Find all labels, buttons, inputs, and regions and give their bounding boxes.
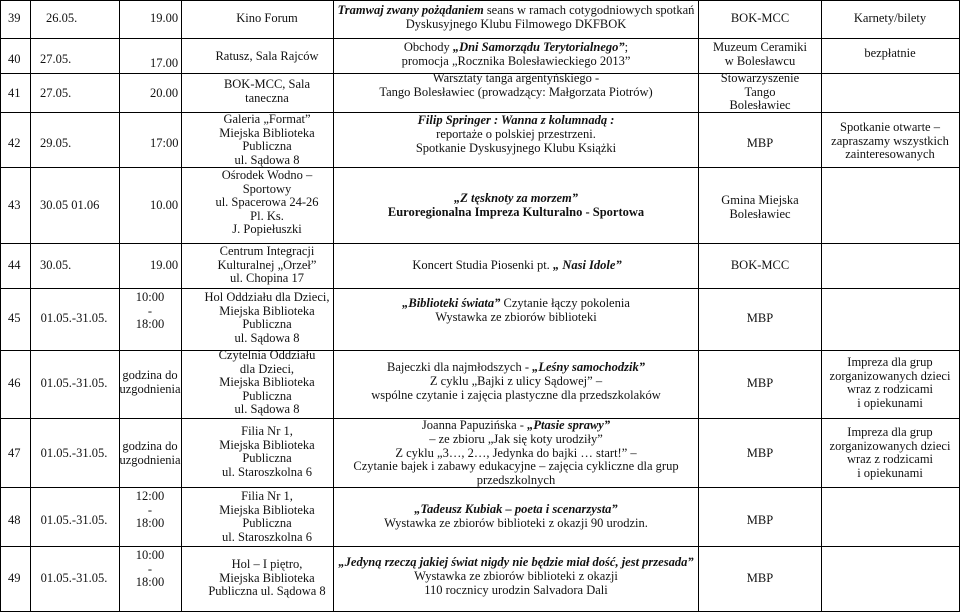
row-place: ul. Sądowa 8 <box>234 152 300 167</box>
row-time: godzina do <box>122 439 178 453</box>
row-place: ul. Chopina 17 <box>230 271 304 286</box>
row-place: BOK-MCC, Sala <box>223 77 311 91</box>
row-time: uzgodnienia <box>119 381 181 396</box>
row-event: Koncert Studia Piosenki pt. „ Nasi Idole” <box>412 258 622 272</box>
row-event: Euroregionalna Impreza Kulturalno - Sportowa <box>387 205 645 219</box>
row-date: 01.05.-31.05. <box>40 446 108 460</box>
row-place: Miejska Biblioteka <box>219 375 315 390</box>
table-rule <box>0 243 960 244</box>
row-time: uzgodnienia <box>119 452 181 467</box>
row-event: Wystawka ze zbiorów biblioteki z okazji 90 urodzin. <box>384 516 648 530</box>
row-date: 01.05.-31.05. <box>40 311 108 325</box>
row-event: Wystawka ze zbiorów biblioteki z okazji <box>414 569 618 583</box>
row-date: 30.05 01.06 <box>40 198 100 212</box>
row-time: - <box>147 502 153 517</box>
row-place: Pl. Ks. <box>250 208 284 223</box>
row-event: Warsztaty tanga argentyńskiego - <box>432 71 600 85</box>
row-number: 44 <box>8 258 21 272</box>
row-number: 46 <box>8 376 21 390</box>
row-time: - <box>147 303 153 318</box>
row-entry: Karnety/bilety <box>853 11 927 25</box>
row-place: Publiczna <box>242 516 292 531</box>
row-place: Publiczna <box>242 139 292 154</box>
row-event: 110 rocznicy urodzin Salvadora Dali <box>424 582 608 597</box>
row-place: Miejska Biblioteka <box>219 502 315 517</box>
row-date: 01.05.-31.05. <box>40 513 108 527</box>
row-organizer: MBP <box>746 136 774 150</box>
row-organizer: Bolesławiec <box>729 98 791 113</box>
row-entry: i opiekunami <box>857 465 923 480</box>
row-number: 47 <box>8 446 21 460</box>
row-place: Ośrodek Wodno – <box>221 168 313 182</box>
row-organizer: MBP <box>746 376 774 390</box>
row-organizer: MBP <box>746 446 774 460</box>
row-time: 19.00 <box>150 258 179 272</box>
row-entry: Impreza dla grup <box>847 355 933 369</box>
row-time: 18:00 <box>135 575 165 590</box>
row-organizer: Bolesławiec <box>729 206 791 221</box>
row-number: 45 <box>8 311 21 325</box>
row-place: Filia Nr 1, <box>241 424 293 438</box>
row-place: J. Popiełuszki <box>232 222 302 237</box>
row-organizer: Muzeum Ceramiki <box>712 40 808 54</box>
row-organizer: Tango <box>744 84 776 99</box>
row-entry: zorganizowanych dzieci <box>829 368 951 383</box>
row-place: Miejska Biblioteka <box>219 303 315 318</box>
row-event: Z cyklu „3…, 2…, Jedynka do bajki … start!” – <box>395 445 637 460</box>
row-number: 42 <box>8 136 21 150</box>
row-place: Czytelnia Oddziału <box>218 348 316 362</box>
row-time: 10:00 <box>135 548 165 562</box>
row-time: 12:00 <box>135 489 165 503</box>
row-event: Filip Springer : Wanna z kolumnadą : <box>417 113 615 127</box>
row-place: taneczna <box>245 90 289 105</box>
row-organizer: BOK-MCC <box>730 11 790 25</box>
row-place: ul. Spacerowa 24-26 <box>215 195 319 210</box>
row-time: - <box>147 561 153 576</box>
row-place: Filia Nr 1, <box>241 489 293 503</box>
row-place: ul. Sądowa 8 <box>234 330 300 345</box>
row-place: Miejska Biblioteka <box>219 125 315 140</box>
row-event: Tramwaj zwany pożądaniem seans w ramach cotygodniowych spotkań <box>337 3 695 17</box>
row-date: 29.05. <box>40 136 72 150</box>
row-entry: bezpłatnie <box>864 46 916 60</box>
row-organizer: Stowarzyszenie <box>720 71 800 85</box>
row-event: przedszkolnych <box>476 472 556 487</box>
row-place: ul. Sądowa 8 <box>234 402 300 417</box>
row-place: Galeria „Format” <box>223 112 311 126</box>
row-entry: wraz z rodzicami <box>846 452 934 467</box>
row-entry: Spotkanie otwarte – <box>840 120 940 134</box>
row-date: 27.05. <box>40 52 72 66</box>
table-rule <box>0 38 960 39</box>
row-event: Spotkanie Dyskusyjnego Klubu Książki <box>415 140 617 155</box>
row-number: 49 <box>8 571 21 585</box>
row-entry: wraz z rodzicami <box>846 382 934 397</box>
table-rule <box>0 288 960 289</box>
row-organizer: MBP <box>746 513 774 527</box>
row-place: ul. Staroszkolna 6 <box>222 464 312 479</box>
row-number: 41 <box>8 86 21 100</box>
row-place: Hol Oddziału dla Dzieci, <box>204 290 330 304</box>
row-time: 17.00 <box>150 56 179 70</box>
row-event: Dyskusyjnego Klubu Filmowego DKFBOK <box>405 17 627 31</box>
row-place: Miejska Biblioteka <box>219 437 315 452</box>
row-number: 48 <box>8 513 21 527</box>
row-entry: zapraszamy wszystkich <box>831 133 949 148</box>
row-event: Tango Bolesławiec (prowadzący: Małgorzata Piotrów) <box>379 84 653 99</box>
row-place: Publiczna ul. Sądowa 8 <box>208 584 326 599</box>
row-number: 40 <box>8 52 21 66</box>
row-event: „Jedyną rzeczą jakiej świat nigdy nie będzie miał dość, jest przesada” <box>338 555 694 569</box>
row-entry: zorganizowanych dzieci <box>829 438 951 453</box>
row-number: 43 <box>8 198 21 212</box>
row-place: ul. Staroszkolna 6 <box>222 529 312 544</box>
row-time: 18:00 <box>135 516 165 531</box>
row-event: Wystawka ze zbiorów biblioteki <box>435 310 597 324</box>
row-place: Miejska Biblioteka <box>219 570 315 585</box>
row-entry: zainteresowanych <box>845 147 935 162</box>
row-place: Hol – I piętro, <box>231 557 303 571</box>
row-date: 27.05. <box>40 86 72 100</box>
row-date: 01.05.-31.05. <box>40 571 108 585</box>
row-date: 30.05. <box>40 258 72 272</box>
table-rule <box>0 546 960 547</box>
row-place: Kino Forum <box>236 11 298 25</box>
row-organizer: Gmina Miejska <box>721 193 799 207</box>
row-entry: Impreza dla grup <box>847 425 933 439</box>
row-event: promocja „Rocznika Bolesławieckiego 2013” <box>401 54 631 68</box>
row-event: wspólne czytanie i zajęcia plastyczne dla przedszkolaków <box>371 387 661 402</box>
row-event: „Z tęsknoty za morzem” <box>454 191 578 205</box>
row-time: 19.00 <box>150 11 179 25</box>
row-event: Joanna Papuzińska - „Ptasie sprawy” <box>421 418 611 432</box>
row-place: Publiczna <box>242 317 292 332</box>
row-event: Obchody „Dni Samorządu Terytorialnego”; <box>403 40 629 54</box>
row-event: reportaże o polskiej przestrzeni. <box>436 127 596 141</box>
table-rule <box>0 0 960 1</box>
row-place: Ratusz, Sala Rajców <box>215 49 319 63</box>
row-event: Czytanie bajek i zabawy edukacyjne – zajęcia cykliczne dla grup <box>353 459 679 474</box>
row-time: 20.00 <box>150 86 179 100</box>
row-place: Sportowy <box>242 181 292 196</box>
row-event: – ze zbioru „Jak się koty urodziły” <box>429 432 603 446</box>
row-place: Kulturalnej „Orzeł” <box>217 257 317 272</box>
row-organizer: w Bolesławcu <box>724 53 796 68</box>
row-time: 18:00 <box>135 317 165 332</box>
row-event: Z cyklu „Bajki z ulicy Sądowej” – <box>429 374 603 388</box>
row-event: Bajeczki dla najmłodszych - „Leśny samochodzik” <box>387 360 645 374</box>
row-organizer: MBP <box>746 571 774 585</box>
row-number: 39 <box>8 11 21 25</box>
row-place: Publiczna <box>242 451 292 466</box>
row-time: 17:00 <box>150 136 179 150</box>
row-event: „Tadeusz Kubiak – poeta i scenarzysta” <box>414 502 618 516</box>
row-event: „Biblioteki świata” Czytanie łączy pokolenia <box>402 296 630 310</box>
row-date: 01.05.-31.05. <box>40 376 108 390</box>
row-date: 26.05. <box>46 11 78 25</box>
row-place: Publiczna <box>242 388 292 403</box>
row-time: 10.00 <box>150 198 179 212</box>
row-organizer: BOK-MCC <box>730 258 790 272</box>
row-time: godzina do <box>122 368 178 382</box>
row-time: 10:00 <box>135 290 165 304</box>
row-place: Centrum Integracji <box>219 244 315 258</box>
row-place: dla Dzieci, <box>239 361 295 376</box>
row-entry: i opiekunami <box>857 395 923 410</box>
row-organizer: MBP <box>746 311 774 325</box>
